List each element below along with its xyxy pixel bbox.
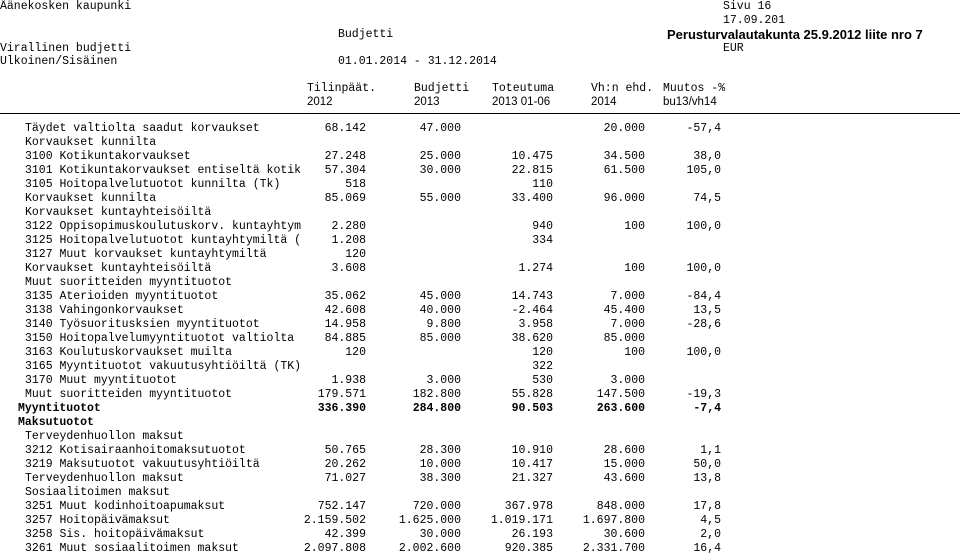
value-budjetti-2013: 55.000 bbox=[419, 192, 461, 205]
row-label: Sosiaalitoimen maksut bbox=[25, 486, 170, 499]
table-row bbox=[0, 542, 960, 556]
value-muutos-pct: 1,1 bbox=[700, 444, 721, 457]
table-row bbox=[0, 374, 960, 388]
value-tilinpaat-2012: 42.399 bbox=[324, 528, 366, 541]
value-toteutuma-2013: 322 bbox=[532, 360, 553, 373]
value-tilinpaat-2012: 57.304 bbox=[324, 164, 366, 177]
table-row bbox=[0, 164, 960, 178]
value-vh-ehd-2014: 2.331.700 bbox=[582, 542, 645, 555]
row-label: 3251 Muut kodinhoitoapumaksut bbox=[25, 500, 226, 513]
value-toteutuma-2013: -2.464 bbox=[511, 304, 553, 317]
table-row bbox=[0, 528, 960, 542]
value-toteutuma-2013: 120 bbox=[532, 346, 553, 359]
value-budjetti-2013: 25.000 bbox=[419, 150, 461, 163]
row-label: Terveydenhuollon maksut bbox=[25, 430, 184, 443]
row-label: Maksutuotot bbox=[18, 416, 94, 429]
value-toteutuma-2013: 90.503 bbox=[511, 402, 553, 415]
value-vh-ehd-2014: 100 bbox=[624, 262, 645, 275]
row-label: 3219 Maksutuotot vakuutusyhtiöiltä bbox=[25, 458, 260, 471]
row-label: 3100 Kotikuntakorvaukset bbox=[25, 150, 191, 163]
row-label: Täydet valtiolta saadut korvaukset bbox=[25, 122, 260, 135]
value-muutos-pct: -19,3 bbox=[686, 388, 721, 401]
row-label: 3170 Muut myyntituotot bbox=[25, 374, 177, 387]
table-row bbox=[0, 304, 960, 318]
table-row bbox=[0, 332, 960, 346]
value-tilinpaat-2012: 42.608 bbox=[324, 304, 366, 317]
value-muutos-pct: -7,4 bbox=[693, 402, 721, 415]
value-toteutuma-2013: 21.327 bbox=[511, 472, 553, 485]
value-tilinpaat-2012: 27.248 bbox=[324, 150, 366, 163]
table-row bbox=[0, 276, 960, 290]
value-muutos-pct: 13,5 bbox=[693, 304, 721, 317]
table-row bbox=[0, 290, 960, 304]
row-label: Korvaukset kunnilta bbox=[25, 192, 157, 205]
value-vh-ehd-2014: 85.000 bbox=[603, 332, 645, 345]
value-vh-ehd-2014: 28.600 bbox=[603, 444, 645, 457]
row-label: Myyntituotot bbox=[18, 402, 101, 415]
value-tilinpaat-2012: 1.208 bbox=[331, 234, 366, 247]
value-budjetti-2013: 47.000 bbox=[419, 122, 461, 135]
value-toteutuma-2013: 110 bbox=[532, 178, 553, 191]
value-budjetti-2013: 10.000 bbox=[419, 458, 461, 471]
value-tilinpaat-2012: 2.280 bbox=[331, 220, 366, 233]
value-toteutuma-2013: 940 bbox=[532, 220, 553, 233]
value-tilinpaat-2012: 35.062 bbox=[324, 290, 366, 303]
table-row bbox=[0, 192, 960, 206]
value-muutos-pct: 2,0 bbox=[700, 528, 721, 541]
value-muutos-pct: 17,8 bbox=[693, 500, 721, 513]
row-label: Korvaukset kuntayhteisöiltä bbox=[25, 206, 212, 219]
value-toteutuma-2013: 334 bbox=[532, 234, 553, 247]
value-toteutuma-2013: 10.417 bbox=[511, 458, 553, 471]
value-tilinpaat-2012: 518 bbox=[345, 178, 366, 191]
value-tilinpaat-2012: 179.571 bbox=[317, 388, 366, 401]
row-label: 3125 Hoitopalvelutuotot kuntayhtymiltä ( bbox=[25, 234, 302, 247]
row-label: 3165 Myyntituotot vakuutusyhtiöiltä (TK) bbox=[25, 360, 302, 373]
row-label: 3150 Hoitopalvelumyyntituotot valtiolta bbox=[25, 332, 295, 345]
value-toteutuma-2013: 26.193 bbox=[511, 528, 553, 541]
row-label: 3105 Hoitopalvelutuotot kunnilta (Tk) bbox=[25, 178, 281, 191]
value-vh-ehd-2014: 3.000 bbox=[610, 374, 645, 387]
print-date: 17.09.201 bbox=[723, 14, 786, 27]
value-budjetti-2013: 1.625.000 bbox=[398, 514, 461, 527]
value-toteutuma-2013: 10.475 bbox=[511, 150, 553, 163]
row-label: 3135 Aterioiden myyntituotot bbox=[25, 290, 219, 303]
table-row bbox=[0, 150, 960, 164]
value-muutos-pct: 13,8 bbox=[693, 472, 721, 485]
value-vh-ehd-2014: 7.000 bbox=[610, 290, 645, 303]
value-muutos-pct: 4,5 bbox=[700, 514, 721, 527]
col-header-tilinpaat: Tilinpäät. bbox=[307, 82, 377, 95]
value-tilinpaat-2012: 1.938 bbox=[331, 374, 366, 387]
value-toteutuma-2013: 367.978 bbox=[504, 500, 553, 513]
value-tilinpaat-2012: 14.958 bbox=[324, 318, 366, 331]
col-header-year-2013: 2013 bbox=[414, 96, 440, 108]
value-toteutuma-2013: 1.274 bbox=[518, 262, 553, 275]
row-label: Muut suoritteiden myyntituotot bbox=[25, 276, 233, 289]
value-vh-ehd-2014: 30.600 bbox=[603, 528, 645, 541]
value-toteutuma-2013: 22.815 bbox=[511, 164, 553, 177]
table-row bbox=[0, 360, 960, 374]
value-muutos-pct: 38,0 bbox=[693, 150, 721, 163]
value-muutos-pct: 74,5 bbox=[693, 192, 721, 205]
value-budjetti-2013: 30.000 bbox=[419, 528, 461, 541]
col-header-2013-01-06: 2013 01-06 bbox=[492, 96, 551, 108]
value-toteutuma-2013: 33.400 bbox=[511, 192, 553, 205]
row-label: 3258 Sis. hoitopäivämaksut bbox=[25, 528, 205, 541]
value-toteutuma-2013: 920.385 bbox=[504, 542, 553, 555]
value-muutos-pct: -57,4 bbox=[686, 122, 721, 135]
currency: EUR bbox=[723, 42, 744, 55]
value-tilinpaat-2012: 120 bbox=[345, 346, 366, 359]
col-header-year-2012: 2012 bbox=[307, 96, 333, 108]
value-muutos-pct: 100,0 bbox=[686, 262, 721, 275]
table-row bbox=[0, 486, 960, 500]
value-toteutuma-2013: 38.620 bbox=[511, 332, 553, 345]
committee-title: Perusturvalautakunta 25.9.2012 liite nro 7 bbox=[667, 27, 923, 42]
value-muutos-pct: -28,6 bbox=[686, 318, 721, 331]
col-header-budjetti: Budjetti bbox=[414, 82, 470, 95]
value-tilinpaat-2012: 3.608 bbox=[331, 262, 366, 275]
value-vh-ehd-2014: 96.000 bbox=[603, 192, 645, 205]
value-vh-ehd-2014: 263.600 bbox=[596, 402, 645, 415]
value-muutos-pct: -84,4 bbox=[686, 290, 721, 303]
value-toteutuma-2013: 10.910 bbox=[511, 444, 553, 457]
value-tilinpaat-2012: 120 bbox=[345, 248, 366, 261]
value-toteutuma-2013: 3.958 bbox=[518, 318, 553, 331]
row-label: 3140 Työsuoritusksien myyntituotot bbox=[25, 318, 260, 331]
value-budjetti-2013: 182.800 bbox=[412, 388, 461, 401]
table-row bbox=[0, 206, 960, 220]
col-header-muutos: Muutos -% bbox=[663, 82, 726, 95]
table-row bbox=[0, 262, 960, 276]
row-label: 3122 Oppisopimuskoulutuskorv. kuntayhtym bbox=[25, 220, 302, 233]
value-vh-ehd-2014: 61.500 bbox=[603, 164, 645, 177]
value-budjetti-2013: 45.000 bbox=[419, 290, 461, 303]
value-tilinpaat-2012: 336.390 bbox=[317, 402, 366, 415]
value-toteutuma-2013: 530 bbox=[532, 374, 553, 387]
table-row bbox=[0, 472, 960, 486]
row-label: 3101 Kotikuntakorvaukset entiseltä kotik bbox=[25, 164, 302, 177]
value-budjetti-2013: 28.300 bbox=[419, 444, 461, 457]
value-budjetti-2013: 9.800 bbox=[426, 318, 461, 331]
table-row bbox=[0, 122, 960, 136]
value-budjetti-2013: 85.000 bbox=[419, 332, 461, 345]
value-vh-ehd-2014: 848.000 bbox=[596, 500, 645, 513]
table-row bbox=[0, 514, 960, 528]
city-name: Äänekosken kaupunki bbox=[0, 0, 132, 13]
value-vh-ehd-2014: 1.697.800 bbox=[582, 514, 645, 527]
value-muutos-pct: 16,4 bbox=[693, 542, 721, 555]
report-type: Budjetti bbox=[338, 28, 394, 41]
value-budjetti-2013: 38.300 bbox=[419, 472, 461, 485]
value-vh-ehd-2014: 43.600 bbox=[603, 472, 645, 485]
table-row bbox=[0, 444, 960, 458]
table-row bbox=[0, 500, 960, 514]
value-vh-ehd-2014: 100 bbox=[624, 220, 645, 233]
scope: Ulkoinen/Sisäinen bbox=[0, 55, 118, 68]
value-budjetti-2013: 284.800 bbox=[412, 402, 461, 415]
page-number: Sivu 16 bbox=[723, 0, 772, 13]
value-budjetti-2013: 30.000 bbox=[419, 164, 461, 177]
row-label: Korvaukset kuntayhteisöiltä bbox=[25, 262, 212, 275]
value-budjetti-2013: 40.000 bbox=[419, 304, 461, 317]
value-vh-ehd-2014: 147.500 bbox=[596, 388, 645, 401]
row-label: 3257 Hoitopäivämaksut bbox=[25, 514, 170, 527]
table-row bbox=[0, 234, 960, 248]
value-budjetti-2013: 3.000 bbox=[426, 374, 461, 387]
value-vh-ehd-2014: 20.000 bbox=[603, 122, 645, 135]
col-header-toteutuma: Toteutuma bbox=[492, 82, 555, 95]
table-row bbox=[0, 346, 960, 360]
value-tilinpaat-2012: 85.069 bbox=[324, 192, 366, 205]
col-header-vh-ehd: Vh:n ehd. bbox=[591, 82, 654, 95]
value-vh-ehd-2014: 100 bbox=[624, 346, 645, 359]
value-tilinpaat-2012: 50.765 bbox=[324, 444, 366, 457]
row-label: 3212 Kotisairaanhoitomaksutuotot bbox=[25, 444, 246, 457]
table-row bbox=[0, 458, 960, 472]
value-tilinpaat-2012: 752.147 bbox=[317, 500, 366, 513]
value-muutos-pct: 50,0 bbox=[693, 458, 721, 471]
table-row bbox=[0, 388, 960, 402]
row-label: Muut suoritteiden myyntituotot bbox=[25, 388, 233, 401]
value-muutos-pct: 105,0 bbox=[686, 164, 721, 177]
table-row bbox=[0, 402, 960, 416]
table-row bbox=[0, 318, 960, 332]
value-vh-ehd-2014: 7.000 bbox=[610, 318, 645, 331]
table-row bbox=[0, 178, 960, 192]
table-row bbox=[0, 248, 960, 262]
row-label: 3138 Vahingonkorvaukset bbox=[25, 304, 184, 317]
value-tilinpaat-2012: 2.159.502 bbox=[303, 514, 366, 527]
value-toteutuma-2013: 1.019.171 bbox=[490, 514, 553, 527]
value-tilinpaat-2012: 20.262 bbox=[324, 458, 366, 471]
table-row bbox=[0, 220, 960, 234]
budget-type: Virallinen budjetti bbox=[0, 42, 132, 55]
value-vh-ehd-2014: 34.500 bbox=[603, 150, 645, 163]
value-toteutuma-2013: 55.828 bbox=[511, 388, 553, 401]
table-row bbox=[0, 430, 960, 444]
value-budjetti-2013: 720.000 bbox=[412, 500, 461, 513]
value-tilinpaat-2012: 2.097.808 bbox=[303, 542, 366, 555]
value-vh-ehd-2014: 45.400 bbox=[603, 304, 645, 317]
value-budjetti-2013: 2.002.600 bbox=[398, 542, 461, 555]
row-label: 3261 Muut sosiaalitoimen maksut bbox=[25, 542, 239, 555]
value-muutos-pct: 100,0 bbox=[686, 220, 721, 233]
row-label: Terveydenhuollon maksut bbox=[25, 472, 184, 485]
value-tilinpaat-2012: 68.142 bbox=[324, 122, 366, 135]
value-muutos-pct: 100,0 bbox=[686, 346, 721, 359]
value-tilinpaat-2012: 84.885 bbox=[324, 332, 366, 345]
row-label: 3163 Koulutuskorvaukset muilta bbox=[25, 346, 233, 359]
value-toteutuma-2013: 14.743 bbox=[511, 290, 553, 303]
header-divider bbox=[0, 113, 960, 114]
period: 01.01.2014 - 31.12.2014 bbox=[338, 55, 497, 68]
value-vh-ehd-2014: 15.000 bbox=[603, 458, 645, 471]
row-label: Korvaukset kunnilta bbox=[25, 136, 157, 149]
col-header-year-2014: 2014 bbox=[591, 96, 617, 108]
row-label: 3127 Muut korvaukset kuntayhtymiltä bbox=[25, 248, 267, 261]
col-header-bu13-vh14: bu13/vh14 bbox=[663, 96, 717, 108]
value-tilinpaat-2012: 71.027 bbox=[324, 472, 366, 485]
table-row bbox=[0, 136, 960, 150]
table-row bbox=[0, 416, 960, 430]
